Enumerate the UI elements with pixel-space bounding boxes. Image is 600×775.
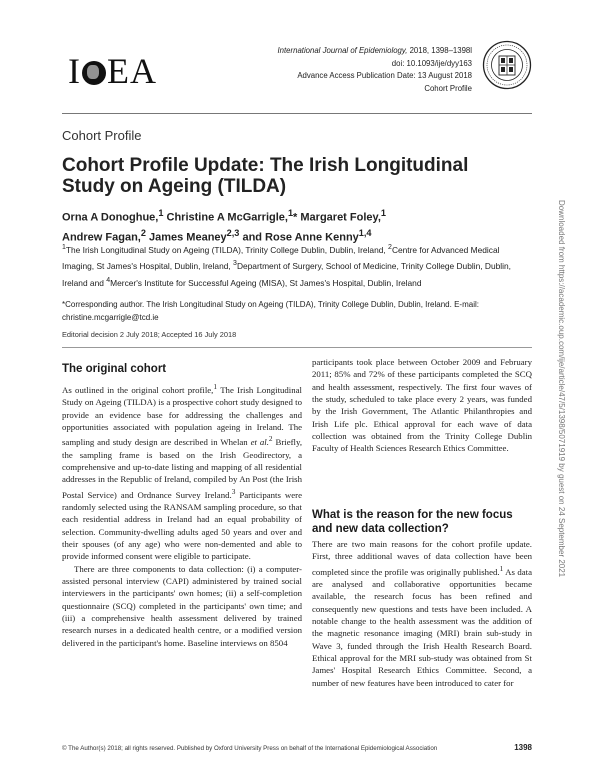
header-rule [62,113,532,114]
section-heading-new-focus: What is the reason for the new focus and new data collection? [312,509,513,535]
affil-mark-2: 2 [388,244,392,251]
author-4-affil: 2 [140,227,146,238]
paragraph: participants took place between October 2009 and February 2011; 85% and 72% of these participants completed the SCQ and health assessment, respectively. The first four waves of the study, scheduled to take place every 2 years, was funded by the Irish Government, The Atlantic Philanthropies and Irish Life plc. Ethical approval for each wave of data collection was obtained from the Trinity College Dublin Faculty of Health Sciences Research Ethics Committee. [312,357,532,454]
affil-mark-4: 4 [106,276,111,284]
affil-mark-1: 1 [62,244,66,251]
author-5[interactable]: James Meaney [145,231,227,244]
affil-mark-3: 3 [233,260,237,268]
article-title: Cohort Profile Update: The Irish Longitudinal Study on Ageing (TILDA) [62,155,469,197]
download-stamp: Downloaded from https://academic.oup.com/ije/article/47/5/1398/5071919 by guest on 24 September 2021 [557,200,566,578]
journal-doi[interactable]: doi: 10.1093/ije/dyy163 [391,58,472,68]
copyright-footer: © The Author(s) 2018; all rights reserved. Published by Oxford University Press on behalf of the International Epidemiological Association [62,745,438,752]
iea-logo-letters-ea: EA [107,51,157,91]
corresponding-author: *Corresponding author. The Irish Longitudinal Study on Ageing (TILDA), Trinity College Dublin, Dublin, Ireland. E-mail: christine.mcgarrigle@tcd.ie [62,300,479,322]
author-4[interactable]: Andrew Fagan, [62,231,141,244]
affil-4: Mercer's Institute for Successful Ageing (MISA), St James's Hospital, Dublin, Ireland [110,277,422,288]
text-run-italic: et al. [250,437,269,448]
citation[interactable]: 2 [268,434,273,444]
author-2[interactable]: Christine A McGarrigle, [163,211,288,224]
author-2-affil: 1 [287,208,294,218]
affil-3: Department of Surgery, School of Medicine, Trinity College Dublin, Dublin, Ireland and [62,261,511,288]
iea-logo-letter-i: I [68,51,81,91]
body-column-left [62,381,302,649]
journal-ref: 2018, 1398–1398l [409,46,472,55]
author-1-affil: 1 [158,208,164,218]
page-number: 1398 [514,743,532,752]
paragraph [62,381,302,563]
journal-meta [278,45,473,95]
journal-section: Cohort Profile [424,83,472,93]
body-column-right-bottom [312,538,532,689]
text-run: As data are analysed and collaborative opportunities became available, the research focus has been refined and consequently new questions and tests have been included. A notable change to the health assessment was the addition of the magnetic resonance imaging (MRI) brain sub-study in Wave 3, funded through the Irish Health Research Board. Ethical approval for the MRI sub-study was obtained from St James' Hospital Research Ethics Committee. Second, a number of new features have been introduced to cater for [312,566,533,688]
text-run: Briefly, the sampling frame is based on the Irish Geodirectory, a comprehensive and up-to-date listing and mapping of all residential addresses in the Republic of Ireland, compiled by An Post (the Irish Postal Service) and Ordnance Survey Ireland. [62,437,303,500]
affiliations [62,241,532,290]
body-rule [62,347,532,348]
text-run: There are two main reasons for the cohort profile update. First, three additional waves of data collection have been completed since the profile was originally published. [312,539,532,577]
article-type: Cohort Profile [62,128,142,143]
author-6-affil: 1,4 [358,227,372,238]
author-5-affil: 2,3 [226,227,240,238]
globe-icon [82,61,106,85]
author-list [62,206,492,245]
citation[interactable]: 1 [213,382,218,391]
section-heading-original-cohort: The original cohort [62,363,167,375]
iea-logo [68,50,157,92]
author-3[interactable]: * Margaret Foley, [293,211,381,224]
author-1[interactable]: Orna A Donoghue, [62,211,159,224]
author-6[interactable]: and Rose Anne Kenny [239,231,359,244]
author-3-affil: 1 [380,208,386,218]
affil-1: The Irish Longitudinal Study on Ageing (TILDA), Trinity College Dublin, Dublin, Ireland, [65,244,389,255]
body-column-right-top [312,356,532,455]
citation[interactable]: 1 [499,563,504,573]
text-run: As outlined in the original cohort profile, [62,384,214,395]
text-run: The Irish Longitudinal Study on Ageing (TILDA) is a prospective cohort study designed to provide an evidence base for addressing the challenges and opportunities associated with population ageing in Ireland. The sampling and study design are described in Whelan [62,384,303,448]
paragraph: There are three components to data collection: (i) a computer-assisted personal interview (CAPI) administered by trained social interviewers in the participants' own homes; (ii) a self-completion questionnaire (SCQ) completed in the participants' own time; and (iii) a comprehensive health assessment delivered by trained research nurses in a dedicated health centre, or a modified version delivered in the participant's home. Baseline interviews on 8504 [62,563,302,648]
paragraph [312,538,532,689]
text-run: Participants were randomly selected using the RANSAM sampling procedure, so that each residential address in Ireland had an equal probability of selection. Community-dwelling adults aged 50 years and over and their spouses (of any age) who were non-demented and able to provide informed consent were eligible to participate. [62,489,303,562]
editorial-dates: Editorial decision 2 July 2018; Accepted 16 July 2018 [62,330,237,339]
affil-2: Centre for Advanced Medical Imaging, St James's Hospital, Dublin, Ireland, [62,244,500,272]
journal-name: International Journal of Epidemiology, [277,46,408,55]
citation[interactable]: 3 [231,486,236,496]
journal-advance-access: Advance Access Publication Date: 13 August 2018 [297,71,472,81]
university-seal-icon [482,40,532,90]
